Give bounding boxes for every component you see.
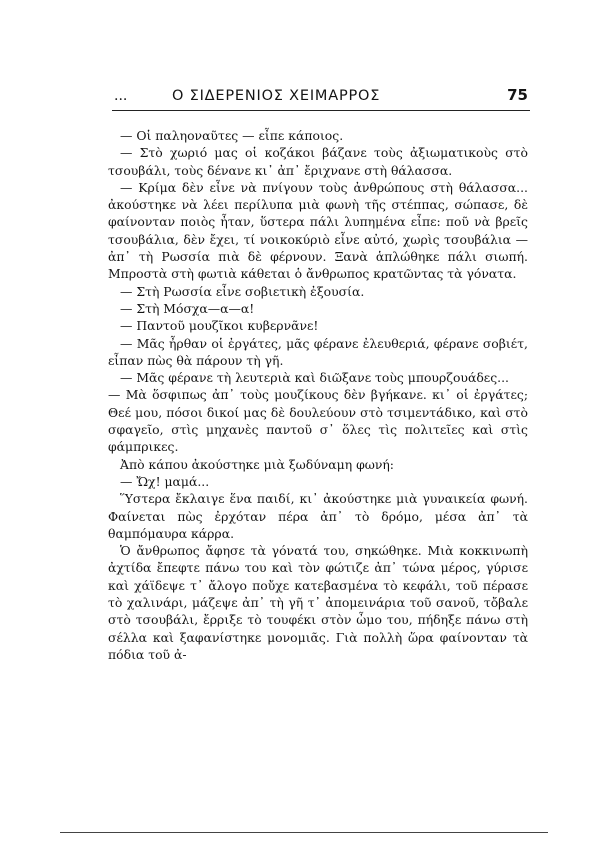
paragraph: Ὁ ἄνθρωπος ἄφησε τὰ γόνατά του, σηκώθηκε. Μιὰ κοκκινωπὴ ἀχτίδα ἔπεφτε πάνω του καὶ τὸν φώτιζε ἀπ᾽ τώνα μέρος, γύρισε καὶ χάϊδεψε τ᾽ ἄλογο ποὔχε κατεβασμένα τὸ κεφάλι, τοῦ πέρασε τὸ χαλινάρι, μάζεψε ἀπ᾽ τὴ γῆ τ᾽ ἀπομεινάρια τοῦ σανοῦ, τὄβαλε στὸ τσουβάλι, ἔρριξε τὸ τουφέκι στὸν ὦμο του, πήδηξε πάνω στὴ σέλλα καὶ ξαφανίστηκε μονομιᾶς. Γιὰ πολλὴ ὥρα φαίνονταν τὰ πόδια τοῦ ἀ- [108,543,528,662]
paragraph: — Ὤχ! μαμά... [120,473,210,489]
running-header [112,86,530,111]
paragraph: — Μὰ ὅσφιπως ἀπ᾽ τοὺς μουζίκους δὲν βγήκανε. κι᾽ οἱ ἐργάτες; Θεέ μου, πόσοι δικοί μας δὲ δουλεύουν στὸ τσιμεντάδικο, καὶ στὸ σφαγεῖο, στὶς μηχανὲς παντοῦ σ᾽ ὅλες τὶς πολιτεῖες καὶ στὶς φάμπρικες. [108,387,528,455]
paragraph: Ἀπὸ κάπου ἀκούστηκε μιὰ ξωδύναμη φωνή: [120,456,394,472]
paragraph: — Στὴ Ρωσσία εἶνε σοβιετικὴ ἐξουσία. [120,283,365,299]
paragraph: — Στὸ χωριό μας οἱ κοζάκοι βάζανε τοὺς ἀξιωματικοὺς στὸ τσουβάλι, τοὺς δένανε κι᾽ ἀπ᾽ ἔριχνανε στὴ θάλασσα. [108,145,528,178]
page-number: 75 [507,86,528,104]
paragraph: — Μᾶς φέρανε τὴ λευτεριὰ καὶ διῶξανε τοὺς μπουρζουάδες... [120,370,509,386]
paragraph: — Κρίμα δὲν εἶνε νὰ πνίγουν τοὺς ἀνθρώπους στὴ θάλασσα... ἀκούστηκε νὰ λέει περίλυπα μιὰ φωνὴ τῆς στέππας, σώπασε, δὲ φαίνονταν ποιὸς ἦταν, ὕστερα πάλι λυπημένα εἶπε: ποῦ νὰ βρεῖς τσουβάλια, δὲν ἔχει, τί νοικοκύριὸ εἶνε αὐτό, χωρὶς τσουβάλια — ἀπ᾽ τὴ Ρωσσία πιὰ δὲ φέρνουν. Ξανὰ ἁπλώθηκε πάλι σιωπή. Μπροστὰ στὴ φωτιὰ κάθεται ὁ ἄνθρωπος κρατῶντας τὰ γόνατα. [108,179,528,282]
paragraph: — Παντοῦ μουζῖκοι κυβερνᾶνε! [120,318,319,334]
paragraph: — Οἱ παληοναῦτες — εἶπε κάποιος. [120,128,344,143]
paragraph: Ὕστερα ἔκλαιγε ἕνα παιδί, κι᾽ ἀκούστηκε μιὰ γυναικεία φωνή. Φαίνεται πὼς ἐρχόταν πέρα ἀπ᾽ τὸ δρόμο, μέσα ἀπ᾽ τὰ θαμπόμαυρα κάρρα. [108,491,528,541]
body-text [108,127,528,663]
paragraph: — Μᾶς ἦρθαν οἱ ἐργάτες, μᾶς φέρανε ἐλευθεριά, φέρανε σοβιέτ, εἶπαν πὼς θὰ πάρουν τὴ γῆ. [108,335,528,368]
running-title: Ο ΣΙΔΕΡΕΝΙΟΣ ΧΕΙΜΑΡΡΟΣ [172,88,381,104]
bottom-rule [60,832,548,833]
paragraph: — Στὴ Μόσχα—α—α! [120,300,255,316]
header-dash: ... [114,88,128,104]
